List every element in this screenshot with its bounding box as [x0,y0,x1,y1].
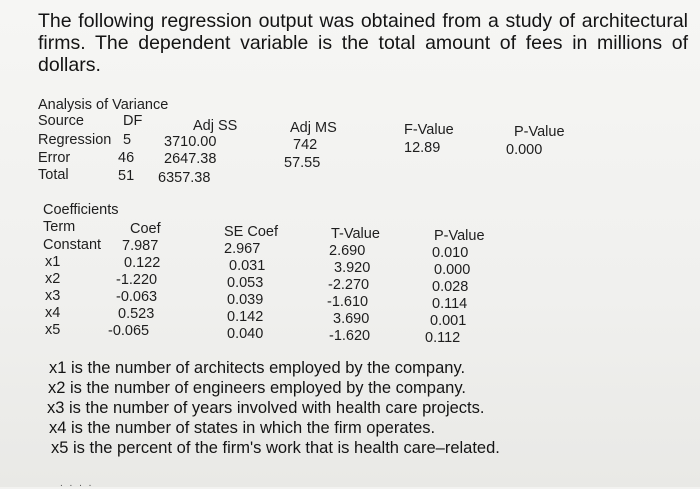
coef-row-p-value: 0.001 [430,313,467,329]
problem-statement: The following regression output was obtained from a study of architectural firms. The dependent variable is the total amount of fees in millions of dollars. [38,10,688,76]
anova-row-source: Error [38,150,71,166]
anova-row-df: 5 [123,132,132,148]
coef-row-term: Constant [43,237,102,253]
variable-note: x4 is the number of states in which the firm operates. [49,419,436,437]
anova-header-source: Source [38,113,84,129]
coef-row-t-value: 3.690 [333,311,370,327]
coef-row-term: x5 [45,322,61,338]
anova-row-source: Regression [38,132,112,148]
coef-row-t-value: -1.610 [327,294,369,310]
coef-row-se-coef: 0.053 [227,275,264,291]
anova-header-f-value: F-Value [404,122,454,138]
coef-header-t-value: T-Value [331,226,380,242]
anova-row-adj-ss: 2647.38 [164,151,217,167]
anova-header-p-value: P-Value [514,124,565,140]
anova-row-adj-ss: 6357.38 [158,170,211,186]
anova-row-df: 46 [118,150,135,166]
coef-row-p-value: 0.114 [432,296,468,312]
anova-row-adj-ss: 3710.00 [164,134,217,150]
coef-row-coef: 0.523 [118,306,155,322]
coef-row-term: x3 [45,288,61,304]
anova-row-source: Total [38,167,69,183]
coef-row-se-coef: 0.039 [227,292,264,308]
coef-row-t-value: -1.620 [329,328,371,344]
anova-header-df: DF [123,113,143,129]
coef-row-se-coef: 0.031 [229,258,266,274]
coef-header-se-coef: SE Coef [224,224,278,240]
coef-row-term: x4 [45,305,61,321]
anova-row-adj-ms: 742 [293,137,318,153]
coef-header-p-value: P-Value [434,228,485,244]
anova-row-p-value: 0.000 [506,142,543,158]
coef-row-term: x1 [45,254,61,270]
anova-row-f-value: 12.89 [404,140,441,156]
variable-note: x1 is the number of architects employed by the company. [49,359,466,377]
coef-row-se-coef: 2.967 [224,241,261,257]
coef-header-coef: Coef [130,221,161,237]
cutoff-text-fragment: . . . . [60,478,94,489]
anova-header-adj-ss: Adj SS [193,118,238,134]
coef-row-coef: 7.987 [122,238,159,254]
coef-row-t-value: 3.920 [334,260,371,276]
coefficients-title: Coefficients [43,202,119,218]
variable-note: x5 is the percent of the firm's work that is health care–related. [51,439,500,457]
anova-title: Analysis of Variance [38,97,169,113]
coef-row-term: x2 [45,271,61,287]
anova-header-adj-ms: Adj MS [290,120,337,136]
coef-row-coef: -1.220 [116,272,158,288]
coef-row-p-value: 0.112 [425,330,461,346]
coef-row-p-value: 0.000 [434,262,471,278]
coef-row-se-coef: 0.142 [227,309,264,325]
coef-row-coef: -0.063 [116,289,158,305]
coef-row-p-value: 0.010 [432,245,469,261]
coef-row-se-coef: 0.040 [227,326,264,342]
variable-note: x2 is the number of engineers employed by the company. [48,379,466,397]
coef-row-coef: 0.122 [124,255,161,271]
variable-note: x3 is the number of years involved with health care projects. [47,399,485,417]
coef-row-coef: -0.065 [108,323,150,339]
coef-header-term: Term [43,219,76,235]
variable-definitions [45,358,500,458]
anova-row-df: 51 [118,168,135,184]
coef-row-t-value: 2.690 [329,243,366,259]
coef-row-t-value: -2.270 [328,277,370,293]
coef-row-p-value: 0.028 [432,279,469,295]
anova-row-adj-ms: 57.55 [284,155,321,171]
